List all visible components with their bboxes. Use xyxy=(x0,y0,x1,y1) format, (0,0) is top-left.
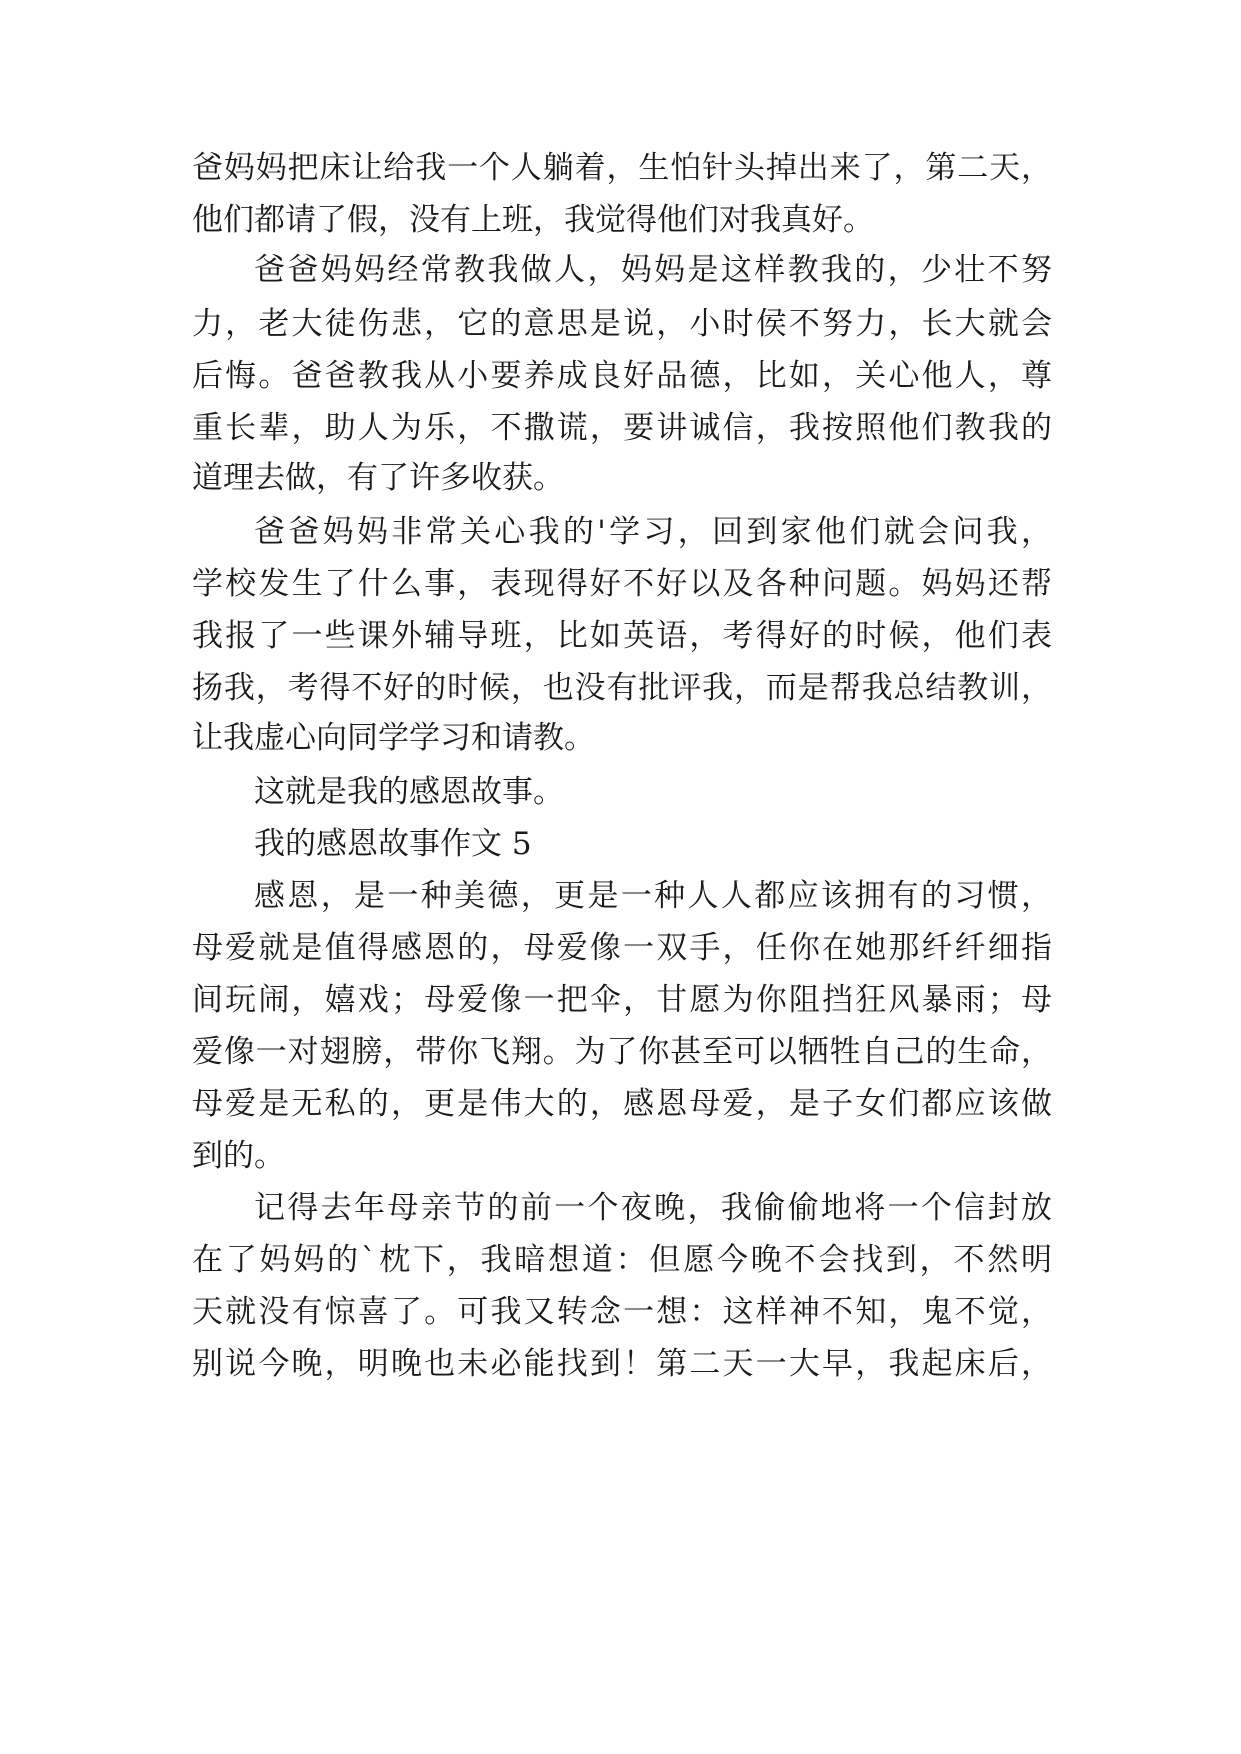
text-line: 母爱是无私的，更是伟大的，感恩母爱，是子女们都应该做 xyxy=(192,1086,1052,1122)
text-line: 让我虚心向同学学习和请教。 xyxy=(192,720,595,756)
text-line: 爱像一对翅膀，带你飞翔。为了你甚至可以牺牲自己的生命， xyxy=(192,1034,1052,1070)
text-line: 母爱就是值得感恩的，母爱像一双手，任你在她那纤纤细指 xyxy=(192,930,1052,966)
text-line: 他们都请了假，没有上班，我觉得他们对我真好。 xyxy=(192,202,874,238)
text-line: 在了妈妈的`枕下，我暗想道：但愿今晚不会找到，不然明 xyxy=(192,1242,1052,1278)
section-heading: 我的感恩故事作文 5 xyxy=(254,826,532,862)
text-line: 到的。 xyxy=(192,1138,285,1174)
text-line: 重长辈，助人为乐，不撒谎，要讲诚信，我按照他们教我的 xyxy=(192,410,1052,446)
text-line: 后悔。爸爸教我从小要养成良好品德，比如，关心他人，尊 xyxy=(192,358,1052,394)
text-line: 爸妈妈把床让给我一个人躺着，生怕针头掉出来了，第二天， xyxy=(192,150,1052,186)
text-line: 天就没有惊喜了。可我又转念一想：这样神不知，鬼不觉， xyxy=(192,1294,1052,1330)
paragraph-first-line: 感恩，是一种美德，更是一种人人都应该拥有的习惯， xyxy=(254,878,1052,914)
text-line: 间玩闹，嬉戏；母爱像一把伞，甘愿为你阻挡狂风暴雨；母 xyxy=(192,982,1052,1018)
text-line: 扬我，考得不好的时候，也没有批评我，而是帮我总结教训， xyxy=(192,670,1052,706)
text-line: 力，老大徒伤悲，它的意思是说，小时侯不努力，长大就会 xyxy=(192,306,1052,342)
text-line: 别说今晚，明晚也未必能找到！第二天一大早，我起床后， xyxy=(192,1346,1052,1382)
text-line: 道理去做，有了许多收获。 xyxy=(192,460,564,496)
paragraph-first-line: 爸爸妈妈经常教我做人，妈妈是这样教我的，少壮不努 xyxy=(254,252,1052,288)
paragraph-first-line: 记得去年母亲节的前一个夜晚，我偷偷地将一个信封放 xyxy=(254,1190,1052,1226)
paragraph-first-line: 这就是我的感恩故事。 xyxy=(254,774,564,810)
text-line: 我报了一些课外辅导班，比如英语，考得好的时候，他们表 xyxy=(192,618,1052,654)
text-line: 学校发生了什么事，表现得好不好以及各种问题。妈妈还帮 xyxy=(192,566,1052,602)
paragraph-first-line: 爸爸妈妈非常关心我的'学习，回到家他们就会问我， xyxy=(254,514,1052,550)
